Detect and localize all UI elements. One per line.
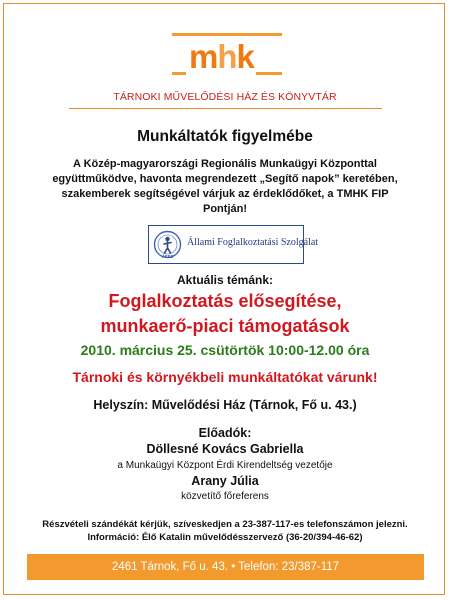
footer-address-bar: 2461 Tárnok, Fő u. 43. • Telefon: 23/387-117 (27, 554, 424, 580)
speaker-2-name: Arany Júlia (191, 474, 259, 488)
logo-letter-k: k (236, 38, 254, 75)
afsz-name: Állami Foglalkoztatási Szolgálat (187, 237, 319, 248)
info-contact: Információ: Élő Katalin művelődésszervező (36-20/394-46-62) (87, 532, 363, 543)
venue-line: Helyszín: Művelődési Ház (Tárnok, Fő u. 43.) (93, 398, 357, 412)
topic-line-2: munkaerő-piaci támogatások (100, 316, 350, 336)
speaker-1-name: Döllesné Kovács Gabriella (146, 442, 304, 456)
logo-letter-m: m (189, 38, 218, 75)
invite-line: Tárnoki és környékbeli munkáltatókat várunk! (72, 369, 378, 385)
event-date: 2010. március 25. csütörtök 10:00-12.00 óra (80, 342, 370, 358)
org-name: TÁRNOKI MŰVELŐDÉSI HÁZ ÉS KÖNYVTÁR (113, 91, 337, 103)
org-underline (69, 108, 382, 109)
speaker-1-role: a Munkaügyi Központ Érdi Kirendeltség vezetője (117, 460, 333, 471)
speaker-2-role: közvetítő főreferens (181, 491, 269, 502)
intro-paragraph: A Közép-magyarországi Regionális Munkaügyi Központtal együttműködve, havonta megrendezett „Segítő napok” keretében, szakemberek segítségével várjuk az érdeklődőket, a TMHK FIP Pontján! (52, 158, 398, 215)
page-title: Munkáltatók figyelmébe (137, 128, 313, 145)
afsz-emblem-abbr: ÁFSZ (162, 254, 173, 260)
registration-note: Részvételi szándékát kérjük, szíveskedjen a 23-387-117-es telefonszámon jelezni. (42, 519, 408, 530)
afsz-emblem-icon (152, 229, 183, 260)
logo-bar-top (172, 33, 282, 36)
logo-text (189, 40, 254, 73)
topic-line-1: Foglalkoztatás elősegítése, (108, 291, 342, 311)
speakers-label: Előadók: (198, 426, 252, 440)
afsz-logo-box (148, 225, 319, 264)
logo-bar-right (256, 72, 282, 75)
logo-letter-h: h (217, 38, 237, 75)
logo-bar-left (172, 72, 186, 75)
topics-label: Aktuális témánk: (176, 273, 274, 287)
